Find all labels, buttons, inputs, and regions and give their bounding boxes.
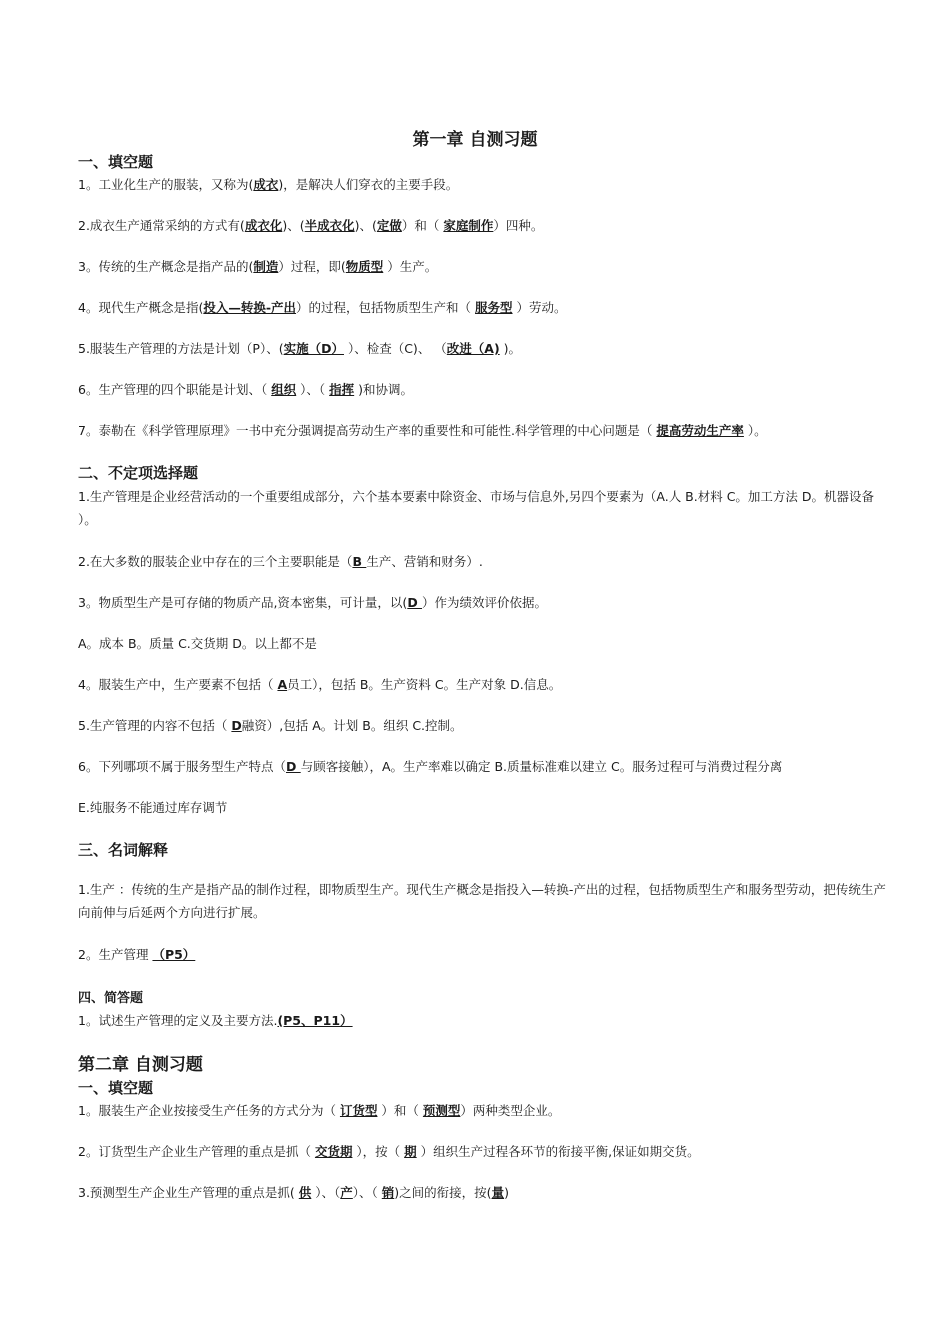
ch1-choice-q6-continued: E.纯服务不能通过库存调节 [78,800,228,815]
ch1-fill-q3: 3。传统的生产概念是指产品的(制造）过程，即(物质型 ）生产。 [78,259,438,274]
ch1-terms-q2: 2。生产管理 （P5） [78,947,196,962]
ch1-section-choice-heading: 二、不定项选择题 [78,464,199,482]
ch1-short-answer-q1: 1。试述生产管理的定义及主要方法.(P5、P11） [78,1013,353,1028]
ch1-section-terms-heading: 三、名词解释 [78,841,169,859]
ch2-fill-q3: 3.预测型生产企业生产管理的重点是抓( 供 ）、（产）、（ 销)之间的衔接，按(量) [78,1185,509,1200]
ch1-fill-q4: 4。现代生产概念是指(投入—转换-产出）的过程，包括物质型生产和（ 服务型 ）劳动。 [78,300,567,315]
ch1-choice-q5: 5.生产管理的内容不包括（ D融资）,包括 A。计划 B。组织 C.控制。 [78,718,463,733]
chapter-1-title: 第一章 自测习题 [412,130,538,150]
ch1-choice-q3-options: A。成本 B。质量 C.交货期 D。以上都不是 [78,636,317,651]
ch1-fill-q1: 1。工业化生产的服装，又称为(成衣)，是解决人们穿衣的主要手段。 [78,177,459,192]
ch1-choice-q1: 1.生产管理是企业经营活动的一个重要组成部分，六个基本要素中除资金、市场与信息外,另四个要素为（A.人 B.材料 C。加工方法 D。机器设备 ）。 [78,489,875,527]
ch1-section-short-answer-heading: 四、简答题 [78,991,144,1006]
ch1-choice-q6: 6。下列哪项不属于服务型生产特点（D 与顾客接触），A。生产率难以确定 B.质量标准难以建立 C。服务过程可与消费过程分离 [78,759,783,774]
ch2-fill-q2: 2。订货型生产企业生产管理的重点是抓（ 交货期 ），按（ 期 ）组织生产过程各环节的衔接平衡,保证如期交货。 [78,1144,700,1159]
chapter-2-title: 第二章 自测习题 [78,1055,203,1075]
ch2-section-fill-blank-heading: 一、填空题 [78,1079,154,1097]
ch1-choice-q4: 4。服装生产中，生产要素不包括（ A员工），包括 B。生产资料 C。生产对象 D.信息。 [78,677,562,692]
ch1-terms-q1: 1.生产 ：传统的生产是指产品的制作过程，即物质型生产。现代生产概念是指投入—转换-产出的过程，包括物质型生产和服务型劳动，把传统生产向前伸与后延两个方向进行扩展。 [78,882,886,920]
ch2-fill-q1: 1。服装生产企业按接受生产任务的方式分为（ 订货型 ）和（ 预测型）两种类型企业。 [78,1103,561,1118]
ch1-fill-q2: 2.成衣生产通常采纳的方式有(成衣化)、(半成衣化)、(定做）和（ 家庭制作）四种。 [78,218,544,233]
ch1-section-fill-blank-heading: 一、填空题 [78,153,154,171]
ch1-choice-q2: 2.在大多数的服装企业中存在的三个主要职能是（B 生产、营销和财务）. [78,554,483,569]
ch1-fill-q5: 5.服装生产管理的方法是计划（P）、(实施（D） ）、检查（C)、 （改进（A) )。 [78,341,522,356]
ch1-fill-q6: 6。生产管理的四个职能是计划、（ 组织 ）、（ 指挥 )和协调。 [78,382,414,397]
ch1-fill-q7: 7。泰勒在《科学管理原理》一书中充分强调提高劳动生产率的重要性和可能性.科学管理的中心问题是（ 提高劳动生产率 ）。 [78,423,767,438]
ch1-choice-q3: 3。物质型生产是可存储的物质产品,资本密集，可计量，以(D ）作为绩效评价依据。 [78,595,548,610]
